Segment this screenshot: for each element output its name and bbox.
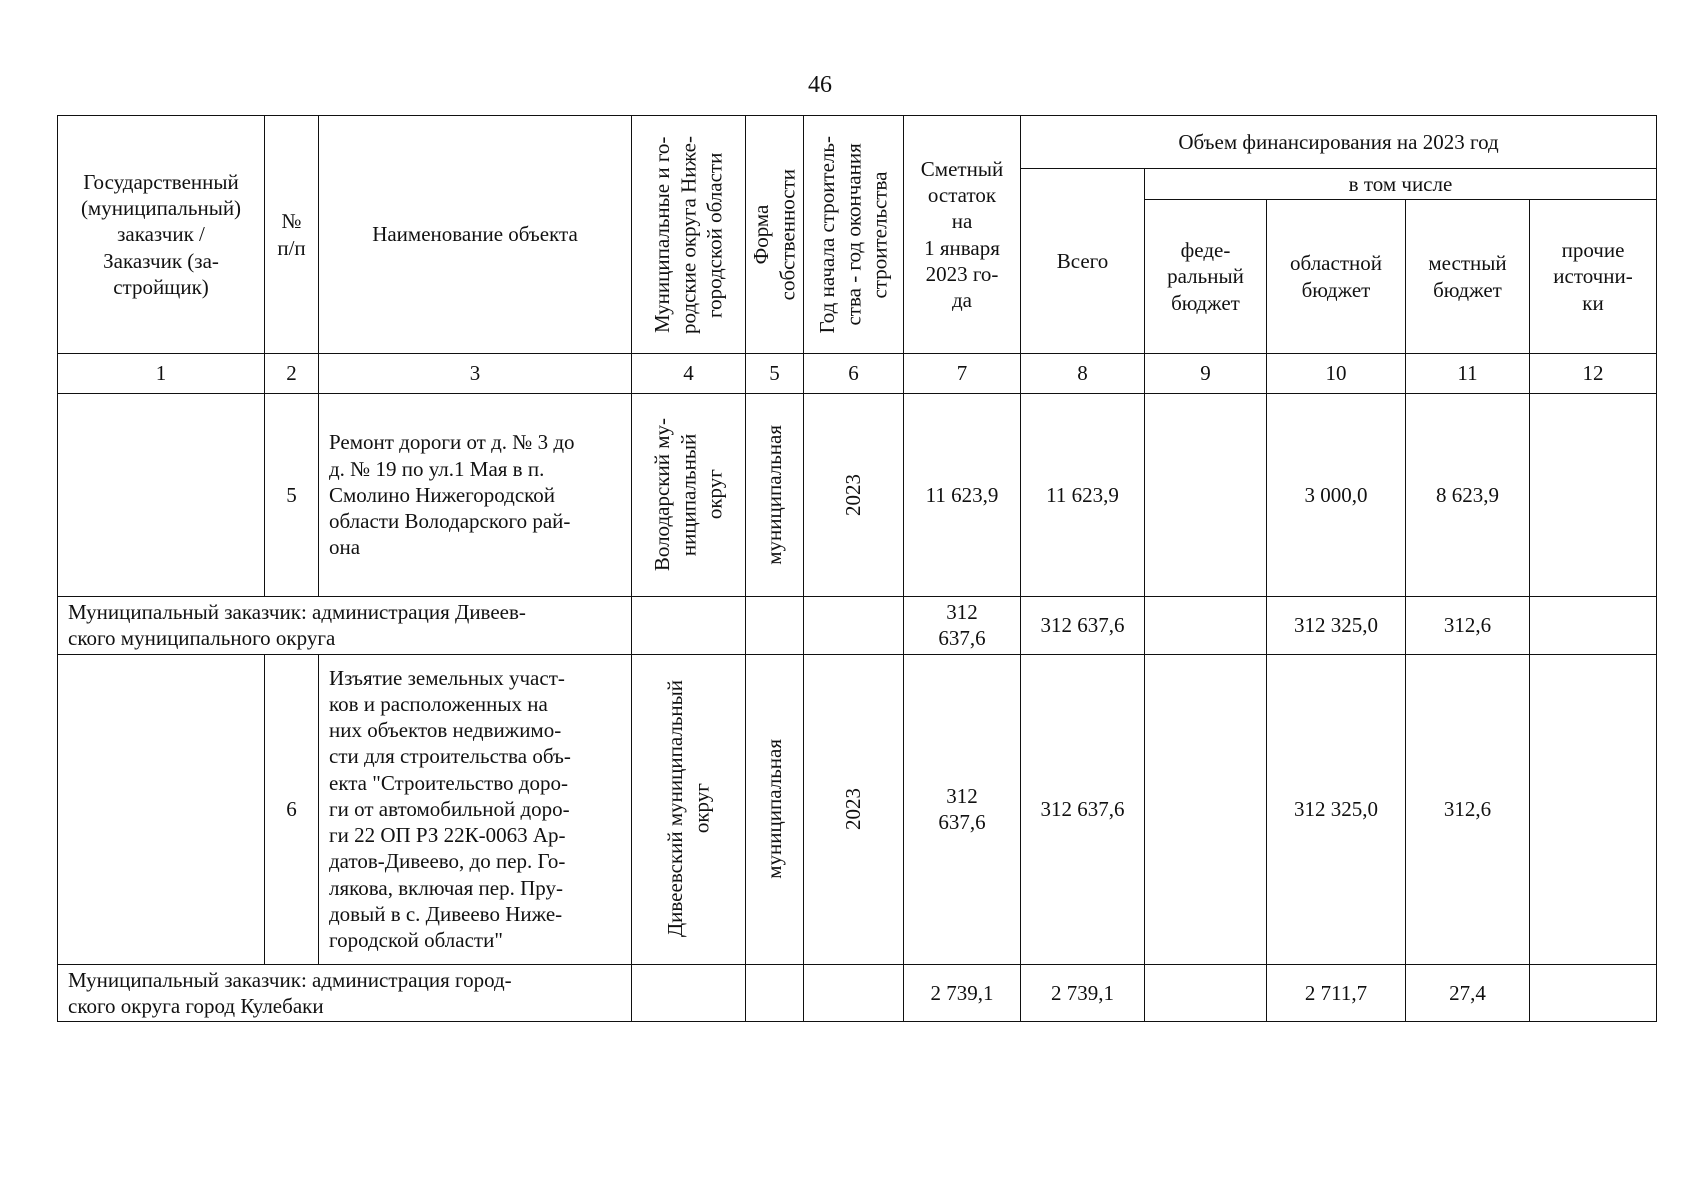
column-number: 4	[632, 354, 746, 394]
column-number: 9	[1145, 354, 1267, 394]
customer-row	[58, 964, 1657, 1022]
estimate-balance: 312 637,6	[904, 597, 1021, 655]
header-construction-years: Год начала строитель- ства - год окончания строительства	[804, 116, 904, 354]
table-row	[58, 394, 1657, 597]
row-number: 5	[265, 394, 319, 597]
municipal-district-empty	[632, 964, 746, 1022]
column-number: 2	[265, 354, 319, 394]
column-number: 10	[1267, 354, 1406, 394]
column-number: 1	[58, 354, 265, 394]
column-number: 7	[904, 354, 1021, 394]
construction-years: 2023	[804, 654, 904, 964]
column-number: 12	[1530, 354, 1657, 394]
construction-years-empty	[804, 597, 904, 655]
funding-local: 312,6	[1406, 597, 1530, 655]
header-estimate-balance: Сметный остаток на 1 января 2023 го- да	[904, 116, 1021, 354]
funding-federal	[1145, 964, 1267, 1022]
municipal-district-empty	[632, 597, 746, 655]
construction-years-empty	[804, 964, 904, 1022]
funding-other	[1530, 394, 1657, 597]
column-number: 8	[1021, 354, 1145, 394]
municipal-customer: Муниципальный заказчик: администрация город- ского округа город Кулебаки	[58, 964, 632, 1022]
funding-local: 312,6	[1406, 654, 1530, 964]
funding-other	[1530, 654, 1657, 964]
funding-regional: 312 325,0	[1267, 597, 1406, 655]
funding-total: 312 637,6	[1021, 597, 1145, 655]
row-number: 6	[265, 654, 319, 964]
column-number-row	[58, 354, 1657, 394]
funding-federal	[1145, 654, 1267, 964]
header-num: № п/п	[265, 116, 319, 354]
header-funding-group: Объем финансирования на 2023 год	[1021, 116, 1657, 169]
funding-regional: 3 000,0	[1267, 394, 1406, 597]
column-number: 5	[746, 354, 804, 394]
ownership-form: муниципальная	[746, 654, 804, 964]
funding-total: 2 739,1	[1021, 964, 1145, 1022]
table-row	[58, 654, 1657, 964]
funding-other	[1530, 597, 1657, 655]
estimate-balance: 2 739,1	[904, 964, 1021, 1022]
construction-years: 2023	[804, 394, 904, 597]
estimate-balance: 312 637,6	[904, 654, 1021, 964]
customer-cell-empty	[58, 654, 265, 964]
header-local-budget: местный бюджет	[1406, 200, 1530, 354]
funding-other	[1530, 964, 1657, 1022]
funding-federal	[1145, 394, 1267, 597]
financing-table	[57, 115, 1657, 1022]
funding-regional: 312 325,0	[1267, 654, 1406, 964]
object-name: Ремонт дороги от д. № 3 до д. № 19 по ул.1 Мая в п. Смолино Нижегородской области Володарского рай- она	[319, 394, 632, 597]
header-total: Всего	[1021, 169, 1145, 354]
funding-regional: 2 711,7	[1267, 964, 1406, 1022]
column-number: 3	[319, 354, 632, 394]
customer-cell-empty	[58, 394, 265, 597]
ownership-form-empty	[746, 597, 804, 655]
estimate-balance: 11 623,9	[904, 394, 1021, 597]
customer-row	[58, 597, 1657, 655]
funding-total: 11 623,9	[1021, 394, 1145, 597]
header-ownership: Форма собственности	[746, 116, 804, 354]
column-number: 6	[804, 354, 904, 394]
page-number: 46	[808, 72, 832, 98]
object-name: Изъятие земельных участ- ков и расположенных на них объектов недвижимо- сти для строительства объ- екта "Строительство доро- ги от автомобильной доро- ги 22 ОП РЗ 22К-0063 Ар- датов-Дивеево, до пер. Го- лякова, включая пер. Пру- довый в с. Дивеево Ниже- городской области"	[319, 654, 632, 964]
funding-local: 27,4	[1406, 964, 1530, 1022]
header-object-name: Наименование объекта	[319, 116, 632, 354]
header-municipal-districts: Муниципальные и го- родские округа Ниже- городской области	[632, 116, 746, 354]
header-federal-budget: феде- ральный бюджет	[1145, 200, 1267, 354]
funding-total: 312 637,6	[1021, 654, 1145, 964]
funding-local: 8 623,9	[1406, 394, 1530, 597]
header-other-sources: прочие источни- ки	[1530, 200, 1657, 354]
funding-federal	[1145, 597, 1267, 655]
ownership-form: муниципальная	[746, 394, 804, 597]
header-including: в том числе	[1145, 169, 1657, 200]
header-customer: Государственный (муниципальный) заказчик / Заказчик (за- стройщик)	[58, 116, 265, 354]
header-regional-budget: областной бюджет	[1267, 200, 1406, 354]
municipal-customer: Муниципальный заказчик: администрация Дивеев- ского муниципального округа	[58, 597, 632, 655]
municipal-district: Володарский му- ниципальный округ	[632, 394, 746, 597]
ownership-form-empty	[746, 964, 804, 1022]
column-number: 11	[1406, 354, 1530, 394]
municipal-district: Дивеевский муниципальный округ	[632, 654, 746, 964]
